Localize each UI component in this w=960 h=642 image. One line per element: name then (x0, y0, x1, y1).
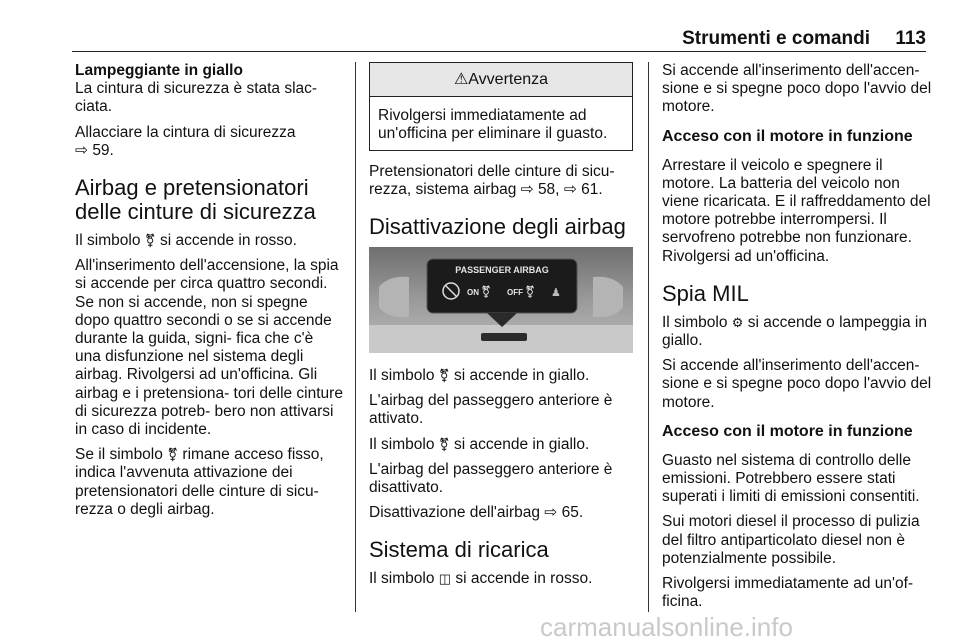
text: si accende o lampeggia in giallo. (662, 313, 927, 350)
airbag-icon: ⚧ (167, 447, 179, 463)
subheading: Acceso con il motore in funzione (662, 127, 913, 145)
paragraph: Guasto nel sistema di controllo delle emissioni. Potrebbero essere stati superati i limiti di emissioni consentiti. (662, 451, 920, 506)
text: si accende in rosso. (455, 570, 593, 588)
paragraph: All'inserimento dell'accensione, la spia si accende per circa quattro secondi. Se non si accende, non si spegne dopo quattro secondi o se si accende durante la guida, signi- fica che c'è una disfunzione nel sistema degli airbag. Rivolgersi ad un'officina. Gli airbag e i pretensiona- tori delle cinture di sicurezza potreb- bero non attivarsi in caso di incidente. (75, 257, 343, 439)
column-1 (75, 62, 343, 526)
subheading: Lampeggiante in giallo (75, 62, 243, 79)
seatbelt-icon: ♟ (551, 287, 561, 300)
page-ref-arrow-icon: ⇨ (563, 180, 577, 198)
watermark: carmanualsonline.info (540, 612, 793, 642)
text: Se il simbolo (75, 446, 163, 464)
text: Il simbolo (369, 570, 435, 588)
text: Il simbolo (75, 232, 141, 250)
paragraph: L'airbag del passeggero anteriore è disattivato. (369, 460, 613, 497)
warning-triangle-icon: ⚠ (453, 71, 469, 88)
page-ref-link[interactable]: 59. (92, 141, 114, 159)
page-ref-link[interactable]: 58, (537, 180, 560, 198)
page-header (72, 26, 926, 52)
section-title: Strumenti e comandi (682, 28, 870, 49)
page-ref-arrow-icon: ⇨ (520, 180, 534, 198)
text: si accende in giallo. (454, 435, 590, 453)
paragraph: Sui motori diesel il processo di pulizia del filtro antiparticolato diesel non è potenzialmente possibile. (662, 513, 920, 567)
header-rule (72, 51, 926, 52)
text: Allacciare la cintura di sicurezza (75, 123, 296, 141)
page-ref-arrow-icon: ⇨ (75, 141, 88, 159)
passenger-airbag-photo (369, 247, 633, 353)
paragraph: L'airbag del passeggero anteriore è attivato. (369, 392, 613, 428)
section-heading: Disattivazione degli airbag (369, 214, 626, 240)
paragraph: Rivolgersi immediatamente ad un'of- ficina. (662, 575, 914, 611)
column-divider-1 (355, 62, 356, 612)
switch-strip (481, 333, 527, 341)
warning-header (370, 63, 632, 97)
warning-box (369, 62, 633, 151)
text: ciata. (75, 98, 113, 116)
section-heading: Sistema di ricarica (369, 537, 549, 563)
subheading: Acceso con il motore in funzione (662, 422, 913, 440)
warning-title: Avvertenza (468, 71, 549, 88)
text: La cintura di sicurezza è stata slac- (75, 80, 318, 98)
column-divider-2 (648, 62, 649, 612)
paragraph: Si accende all'inserimento dell'accen- sione e si spegne poco dopo l'avvio del motore. (662, 62, 932, 116)
passenger-airbag-off-icon: ⚧ (438, 436, 450, 452)
light-left (379, 277, 409, 318)
text: si accende in giallo. (454, 367, 590, 385)
page-ref-link[interactable]: 65. (561, 504, 584, 522)
passenger-airbag-on-icon: ⚧ (438, 368, 450, 384)
text: Il simbolo (369, 367, 435, 385)
paragraph: Si accende all'inserimento dell'accen- sione e si spegne poco dopo l'avvio del motore. (662, 357, 932, 411)
column-3 (662, 62, 932, 618)
paragraph (75, 232, 343, 250)
paragraph (369, 367, 633, 385)
text: Il simbolo (369, 435, 435, 453)
passenger-airbag-off-icon: ⚧ (525, 285, 536, 300)
page-ref-link[interactable]: 61. (581, 180, 603, 198)
section-heading: Airbag e pretensionatori delle cinture di sicurezza (75, 175, 316, 225)
text: rimane acceso fisso, indica l'avvenuta attivazione dei pretensionatori delle cinture di sicu- rezza o degli airbag. (75, 446, 324, 518)
paragraph: Arrestare il veicolo e spegnere il motore. La batteria del veicolo non viene ricaricata. E il raffreddamento del motore potrebbe interrompersi. Il servofreno potrebbe non funzionare. Rivolgersi ad un'officina. (662, 156, 931, 265)
panel-label: PASSENGER AIRBAG (455, 265, 549, 276)
page-number: 113 (895, 28, 926, 49)
paragraph (369, 570, 633, 588)
off-label: OFF (507, 288, 523, 298)
engine-icon: ⚙ (731, 314, 744, 330)
airbag-icon: ⚧ (144, 233, 156, 249)
text: si accende in rosso. (160, 232, 297, 250)
paragraph (662, 314, 932, 350)
paragraph (75, 62, 343, 117)
light-right (593, 277, 623, 318)
section-heading: Spia MIL (662, 280, 749, 306)
column-2 (369, 62, 633, 596)
page-ref-arrow-icon: ⇨ (544, 504, 558, 522)
text: Disattivazione dell'airbag (369, 504, 540, 522)
paragraph (75, 446, 343, 519)
paragraph (75, 124, 343, 160)
paragraph (369, 436, 633, 454)
on-label: ON (467, 288, 479, 298)
paragraph (369, 163, 633, 199)
paragraph (369, 504, 633, 522)
text: Il simbolo (662, 313, 728, 331)
text: Pretensionatori delle cinture di sicu- rezza, sistema airbag (369, 162, 615, 198)
battery-icon: ◫ (438, 571, 452, 587)
warning-body: Rivolgersi immediatamente ad un'officina per eliminare il guasto. (378, 107, 608, 143)
passenger-airbag-on-icon: ⚧ (481, 285, 492, 300)
